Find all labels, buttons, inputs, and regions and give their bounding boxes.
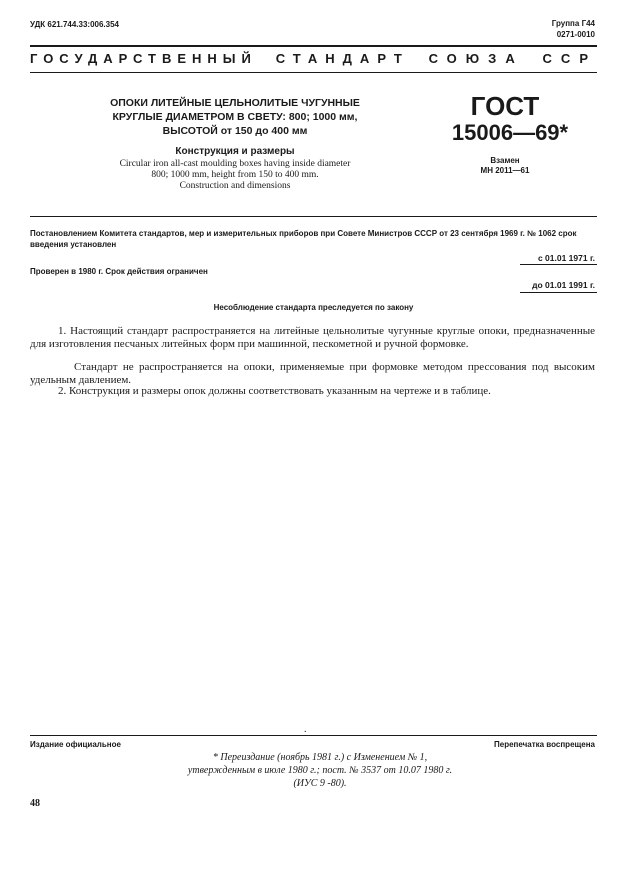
title-line-2: КРУГЛЫЕ ДИАМЕТРОМ В СВЕТУ: 800; 1000 мм, — [112, 111, 358, 123]
official-edition: Издание официальное — [30, 740, 121, 749]
title-en-line-1: Circular iron all-cast moulding boxes having inside diameter — [119, 159, 351, 169]
title-bottom-rule — [30, 216, 597, 217]
reissue-note — [120, 751, 520, 790]
law-notice: Несоблюдение стандарта преследуется по закону — [213, 303, 414, 312]
title-line-1: ОПОКИ ЛИТЕЙНЫЕ ЦЕЛЬНОЛИТЫЕ ЧУГУННЫЕ — [110, 97, 360, 109]
expiry-date: до 01.01 1991 г. — [532, 280, 595, 290]
udc-code: УДК 621.744.33:006.354 — [30, 20, 119, 29]
title-en-line-2: 800; 1000 mm, height from 150 to 400 mm. — [151, 170, 319, 180]
title-russian — [90, 96, 380, 138]
note-line-2: утвержденным в июле 1980 г.; пост. № 3537 от 10.07 1980 г. — [187, 765, 453, 776]
date-to-underline — [520, 292, 597, 293]
gost-label: ГОСТ — [470, 91, 540, 121]
reprint-prohibited: Перепечатка воспрещена — [494, 740, 595, 749]
title-line-3: ВЫСОТОЙ от 150 до 400 мм — [162, 125, 308, 137]
replaces-block — [430, 156, 580, 176]
top-rule — [30, 45, 597, 47]
paragraph-3: 2. Конструкция и размеры опок должны соответствовать указанным на чертеже и в таблице. — [58, 385, 491, 397]
footer-rule — [30, 735, 597, 736]
subtitle-russian: Конструкция и размеры — [175, 146, 295, 157]
banner-word-3: СОЮЗА — [428, 51, 524, 66]
checked-text: Проверен в 1980 г. Срок действия ограничен — [30, 267, 208, 276]
gost-number: 15006—69* — [451, 120, 569, 145]
note-line-1: * Переиздание (ноябрь 1981 г.) с Изменением № 1, — [212, 752, 428, 763]
replaces-code: МН 2011—61 — [480, 166, 530, 175]
date-from-underline — [520, 264, 597, 265]
title-english — [90, 159, 380, 192]
replaces-label: Взамен — [490, 156, 520, 165]
standard-banner — [30, 51, 597, 66]
group-label: Группа Г44 — [551, 19, 595, 28]
banner-word-1: ГОСУДАРСТВЕННЫЙ — [30, 51, 257, 66]
footer-dot: . — [304, 724, 307, 735]
page-number: 48 — [30, 798, 40, 809]
classification-code: 0271-0010 — [556, 30, 595, 39]
paragraph-2: Стандарт не распространяется на опоки, применяемые при формовке методом прессования под высоким удельным давлением. — [30, 361, 595, 386]
banner-word-4: ССР — [542, 51, 597, 66]
paragraph-1: 1. Настоящий стандарт распространяется на литейные цельнолитые чугунные круглые опоки, предназначенные для изготовления песчаных литейных форм при машинной, пескометной и ручной формовке. — [30, 325, 595, 350]
banner-bottom-rule — [30, 72, 597, 73]
title-en-line-3: Construction and dimensions — [179, 181, 291, 191]
decree-text: Постановлением Комитета стандартов, мер и измерительных приборов при Совете Министров СССР от 23 сентября 1969 г. № 1062 срок введения установлен — [30, 229, 577, 249]
banner-word-2: СТАНДАРТ — [275, 51, 410, 66]
effective-date: с 01.01 1971 г. — [537, 253, 595, 263]
note-line-3: (ИУС 9 -80). — [293, 778, 347, 789]
group-code — [552, 18, 595, 40]
